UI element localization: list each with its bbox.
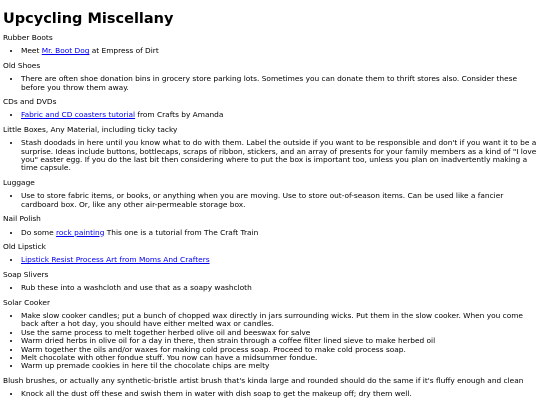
- list-item-text: at Empress of Dirt: [89, 46, 159, 56]
- section-heading: Little Boxes, Any Material, including ticky tacky: [3, 124, 178, 134]
- bullet-list: [3, 75, 537, 92]
- section: [3, 62, 537, 92]
- section-heading: Rubber Boots: [3, 33, 53, 42]
- tutorial-link[interactable]: Fabric and CD coasters tutorial: [21, 110, 136, 120]
- list-item: [21, 192, 537, 209]
- list-item: [21, 229, 537, 237]
- section: [3, 98, 537, 120]
- bullet-list: [3, 47, 537, 55]
- list-item-text: Use the same process to melt together herbed olive oil and beeswax for salve: [21, 327, 311, 337]
- section: [3, 179, 537, 209]
- section-heading: Old Shoes: [3, 60, 41, 70]
- section-heading: CDs and DVDs: [3, 97, 57, 107]
- article-body: [3, 34, 537, 399]
- list-item: [21, 312, 537, 329]
- section: [3, 299, 537, 371]
- list-item-text: from Crafts by Amanda: [135, 110, 224, 120]
- bullet-list: [3, 111, 537, 119]
- page-title: Upcycling Miscellany: [3, 11, 174, 27]
- list-item-text: Knock all the dust off these and swish them in water with dish soap to get the makeup off; dry them well.: [21, 389, 412, 399]
- list-item: [21, 111, 537, 119]
- section-heading: Blush brushes, or actually any synthetic-bristle artist brush that's kinda large and rounded should do the same if it's fluffy enough and clean: [3, 375, 524, 385]
- list-item: [21, 75, 537, 92]
- section-heading: Old Lipstick: [3, 241, 46, 251]
- list-item-text: This one is a tutorial from The Craft Train: [104, 227, 259, 237]
- list-item-text: Meet: [21, 46, 42, 56]
- tutorial-link[interactable]: Lipstick Resist Process Art from Moms And Crafters: [21, 255, 210, 265]
- list-item-text: Warm together the oils and/or waxes for making cold process soap. Proceed to make cold process soap.: [21, 344, 406, 354]
- list-item-text: Use to store fabric items, or books, or anything when you are moving. Use to store out-of-season items. Can be used like a fancier cardboard box. Or, like any other air-permeable storage box.: [21, 191, 504, 209]
- bullet-list: [3, 256, 537, 264]
- section: [3, 34, 537, 56]
- tutorial-link[interactable]: Mr. Boot Dog: [41, 46, 90, 56]
- bullet-list: [3, 312, 537, 371]
- section: [3, 271, 537, 293]
- bullet-list: [3, 390, 537, 398]
- list-item-text: Melt chocolate with other fondue stuff. You now can have a midsummer fondue.: [21, 352, 318, 362]
- list-item: [21, 139, 537, 173]
- list-item-text: Do some: [21, 227, 57, 237]
- section: [3, 215, 537, 237]
- list-item-text: Stash doodads in here until you know what to do with them. Label the outside if you want to be responsible and don't if you want it to be a surprise. Ideas include buttons, bottlecaps, scraps of ribbon, stickers, and an array of presents for your family members as a kind of "I love you" easter egg. If you do the last bit then considering where to put the box is important too, unless you plan on inadvertently making a time capsule.: [21, 138, 537, 173]
- bullet-list: [3, 192, 537, 209]
- list-item-text: Warm up premade cookies in here til the chocolate chips are melty: [21, 361, 270, 371]
- section-heading: Nail Polish: [3, 214, 41, 224]
- list-item-text: Rub these into a washcloth and use that as a soapy washcloth: [21, 283, 252, 293]
- section: [3, 126, 537, 173]
- list-item: [21, 362, 537, 370]
- list-item: [21, 47, 537, 55]
- section: [3, 243, 537, 265]
- list-item-text: There are often shoe donation bins in grocery store parking lots. Sometimes you can donate them to thrift stores also. Consider these before you throw them away.: [21, 74, 518, 92]
- list-item: [21, 284, 537, 292]
- bullet-list: [3, 229, 537, 237]
- section-heading: Luggage: [3, 177, 35, 187]
- section: [3, 377, 537, 399]
- bullet-list: [3, 139, 537, 173]
- section-heading: Soap Slivers: [3, 269, 49, 279]
- list-item: [21, 390, 537, 398]
- list-item: [21, 256, 537, 264]
- section-heading: Solar Cooker: [3, 297, 50, 307]
- tutorial-link[interactable]: rock painting: [56, 227, 105, 237]
- list-item-text: Make slow cooker candles; put a bunch of chopped wax directly in jars surrounding wicks. Put them in the slow cooker. When you come back after a hot day, you should have either melted wax or candles.: [21, 310, 523, 329]
- list-item-text: Warm dried herbs in olive oil for a day in there, then strain through a coffee filter lined sieve to make herbed oil: [21, 336, 436, 346]
- bullet-list: [3, 284, 537, 292]
